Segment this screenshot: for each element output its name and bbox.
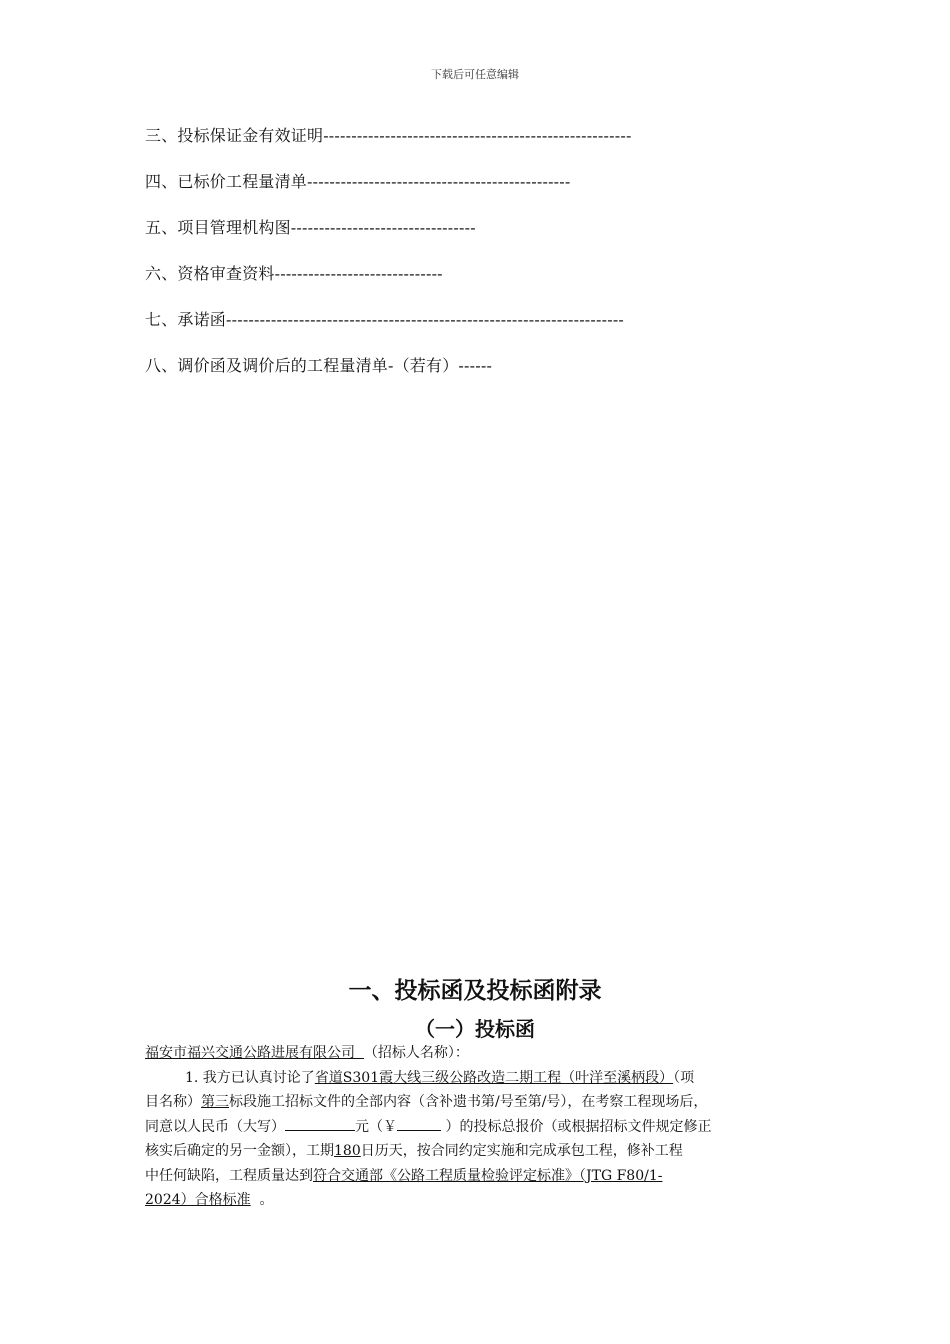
paragraph-line <box>145 1090 810 1115</box>
paragraph-text: ）的投标总报价（或根据招标文件规定修正 <box>445 1118 712 1135</box>
paragraph-text: 核实后确定的另一金额），工期 <box>145 1143 334 1159</box>
paragraph-line <box>145 1139 810 1164</box>
paragraph-line <box>145 1188 810 1213</box>
page-header: 下载后可任意编辑 <box>431 68 519 81</box>
paragraph-text: 日历天，按合同约定实施和完成承包工程，修补工程 <box>360 1143 683 1159</box>
paragraph-number: 1. 我方已认真讨论了 <box>185 1069 315 1086</box>
duration-days: 180 <box>334 1143 361 1159</box>
toc-item: 六、资格审查资料------------------------------ <box>145 264 443 283</box>
section-subtitle: （一）投标函 <box>415 1017 535 1041</box>
paragraph-text: 同意以人民币（大写） <box>145 1118 285 1135</box>
paragraph-line <box>145 1164 810 1189</box>
amount-words-blank <box>285 1116 355 1131</box>
paragraph-text: 中任何缺陷，工程质量达到 <box>145 1167 313 1184</box>
quality-standard-cont: 2024）合格标准 <box>145 1192 251 1208</box>
recipient-note: （招标人名称）： <box>363 1045 469 1061</box>
paragraph-text: 。 <box>259 1192 274 1208</box>
recipient-name: 福安市福兴交通公路进展有限公司 <box>145 1045 355 1061</box>
toc-item: 五、项目管理机构图--------------------------------- <box>145 218 476 237</box>
paragraph-text: （项 <box>673 1069 695 1086</box>
bid-letter <box>145 1041 810 1213</box>
project-name: 省道S301霞大线三级公路改造二期工程（叶洋至溪柄段） <box>314 1069 674 1086</box>
section-title: 一、投标函及投标函附录 <box>348 978 602 1004</box>
section-number: 第三 <box>201 1094 229 1110</box>
table-of-contents <box>145 124 845 400</box>
paragraph-text: 目名称） <box>145 1094 201 1110</box>
toc-item: 八、调价函及调价后的工程量清单-（若有）------ <box>145 356 493 375</box>
paragraph-text: 元（￥ <box>355 1118 397 1135</box>
quality-standard: 符合交通部《公路工程质量检验评定标准》（JTG F80/1- <box>313 1167 663 1184</box>
amount-figures-blank <box>397 1116 441 1131</box>
recipient-line <box>145 1041 810 1066</box>
toc-item: 七、承诺函----------------------------------------------------------------------- <box>145 310 625 329</box>
paragraph-line <box>145 1066 810 1091</box>
toc-item: 三、投标保证金有效证明------------------------------------------------------- <box>145 126 632 145</box>
paragraph-line <box>145 1115 810 1140</box>
paragraph-text: 标段施工招标文件的全部内容（含补遗书第/号至第/号），在考察工程现场后， <box>229 1094 708 1110</box>
toc-item: 四、已标价工程量清单----------------------------------------------- <box>145 172 571 191</box>
